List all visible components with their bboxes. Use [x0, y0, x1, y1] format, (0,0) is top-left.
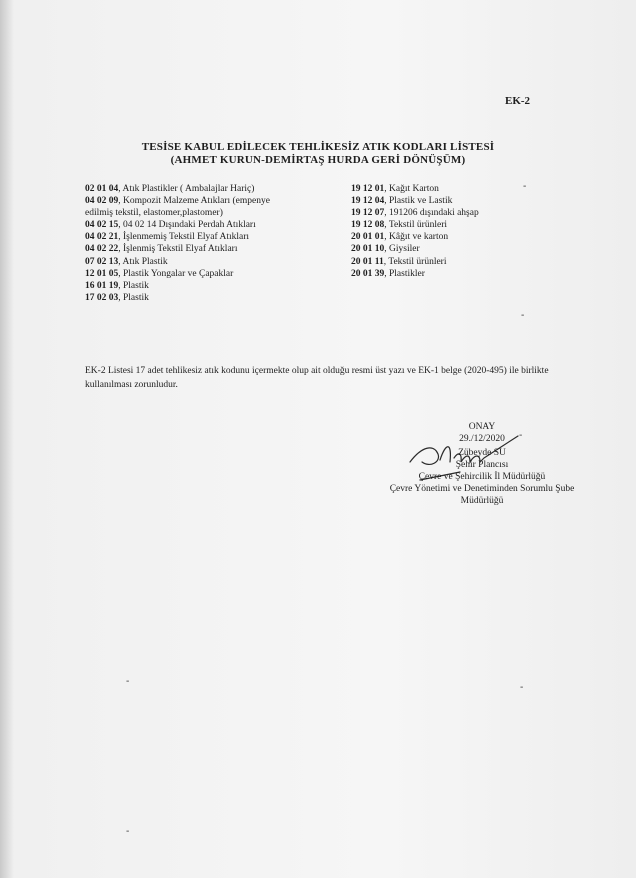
- approval-signature-block: [300, 421, 636, 507]
- waste-code-description: , Tekstil ürünleri: [383, 256, 447, 267]
- waste-code-description: , Plastik: [118, 280, 149, 291]
- waste-code-item: [351, 219, 551, 231]
- waste-code-item: [85, 243, 340, 255]
- approval-date: 29./12/2020: [459, 434, 505, 444]
- document-subtitle: (AHMET KURUN-DEMİRTAŞ HURDA GERİ DÖNÜŞÜM): [170, 154, 466, 166]
- waste-code: 20 01 11: [351, 256, 384, 267]
- waste-code: 19 12 07: [351, 208, 385, 219]
- signatory-title: Şehir Plancısı: [455, 460, 509, 470]
- waste-code-description: , Plastik Yongalar ve Çapaklar: [118, 268, 234, 279]
- waste-code-item: [85, 280, 340, 292]
- waste-code-description: , Giysiler: [384, 244, 420, 255]
- waste-code-item: [85, 268, 340, 280]
- waste-code-description: , Plastik: [118, 292, 149, 303]
- scan-margin-mark: -: [519, 430, 523, 441]
- waste-code: 04 02 22: [85, 244, 119, 255]
- waste-code-description: , Atık Plastik: [118, 256, 168, 267]
- waste-code: 04 02 15: [85, 220, 119, 231]
- waste-code-description: , 191206 dışındaki ahşap: [384, 208, 479, 219]
- waste-code-description: , Plastikler: [384, 268, 425, 279]
- waste-code-item: [85, 292, 340, 304]
- usage-note-paragraph: EK-2 Listesi 17 adet tehlikesiz atık kodunu içermekte olup ait olduğu resmi üst yazı ve EK-1 belge (2020-495) ile birlikte kullanılması zorunludur.: [85, 366, 549, 390]
- waste-code-description: , Kâğıt ve karton: [384, 232, 449, 243]
- approval-heading: ONAY: [468, 422, 496, 432]
- waste-code-description: , 04 02 14 Dışındaki Perdah Atıkları: [118, 220, 256, 231]
- waste-code: 16 01 19: [85, 280, 119, 291]
- waste-code-item: [351, 243, 551, 255]
- waste-code-description: , Kompozit Malzeme Atıkları (empenye: [118, 196, 270, 207]
- scan-margin-mark: -: [521, 310, 525, 321]
- waste-code-description: , Kağıt Karton: [384, 184, 439, 194]
- waste-codes-right-column: [351, 183, 551, 280]
- scan-margin-mark: -: [126, 676, 130, 687]
- organization-line-2: Çevre Yönetimi ve Denetiminden Sorumlu Şube: [389, 484, 575, 494]
- waste-code: 19 12 08: [351, 220, 385, 231]
- waste-code-item: [351, 231, 551, 243]
- waste-code-item: [351, 268, 551, 280]
- waste-code: 04 02 21: [85, 232, 119, 243]
- waste-code-description: , Tekstil ürünleri: [384, 220, 447, 231]
- organization-line-1: Çevre ve Şehircilik İl Müdürlüğü: [418, 472, 546, 482]
- waste-code-description-continued: edilmiş tekstil, elastomer,plastomer): [85, 208, 223, 219]
- waste-code-item: [85, 256, 340, 268]
- attachment-label: EK-2: [505, 95, 531, 107]
- signatory-name: Zübeyde SU: [458, 448, 506, 458]
- waste-code: 20 01 39: [351, 268, 385, 279]
- waste-code: 19 12 04: [351, 196, 385, 207]
- waste-code-description: , İşlenmemiş Tekstil Elyaf Atıkları: [118, 232, 250, 243]
- waste-code-item: [351, 183, 551, 195]
- organization-line-3: Müdürlüğü: [460, 496, 504, 506]
- waste-code: 19 12 01: [351, 184, 385, 194]
- waste-code: 02 01 04: [85, 184, 119, 194]
- waste-code: 04 02 09: [85, 196, 119, 207]
- waste-code: 20 01 01: [351, 232, 385, 243]
- waste-code: 07 02 13: [85, 256, 119, 267]
- waste-code: 12 01 05: [85, 268, 119, 279]
- waste-code-item: [85, 183, 340, 195]
- scan-margin-mark: -: [523, 181, 527, 192]
- waste-code-item: [351, 207, 551, 219]
- waste-code-item: [85, 219, 340, 231]
- scan-margin-mark: -: [126, 826, 130, 837]
- waste-code-item: [85, 195, 340, 219]
- waste-code-description: , Atık Plastikler ( Ambalajlar Hariç): [118, 184, 255, 194]
- waste-code-item: [351, 195, 551, 207]
- scan-margin-mark: -: [520, 682, 524, 693]
- waste-code: 17 02 03: [85, 292, 119, 303]
- waste-code-description: , Plastik ve Lastik: [384, 196, 453, 207]
- waste-code-description: , İşlenmiş Tekstil Elyaf Atıkları: [118, 244, 238, 255]
- waste-code-item: [85, 231, 340, 243]
- waste-code-item: [351, 256, 551, 268]
- waste-code: 20 01 10: [351, 244, 385, 255]
- waste-codes-left-column: [85, 183, 340, 304]
- document-title: TESİSE KABUL EDİLECEK TEHLİKESİZ ATIK KODLARI LİSTESİ: [141, 141, 495, 153]
